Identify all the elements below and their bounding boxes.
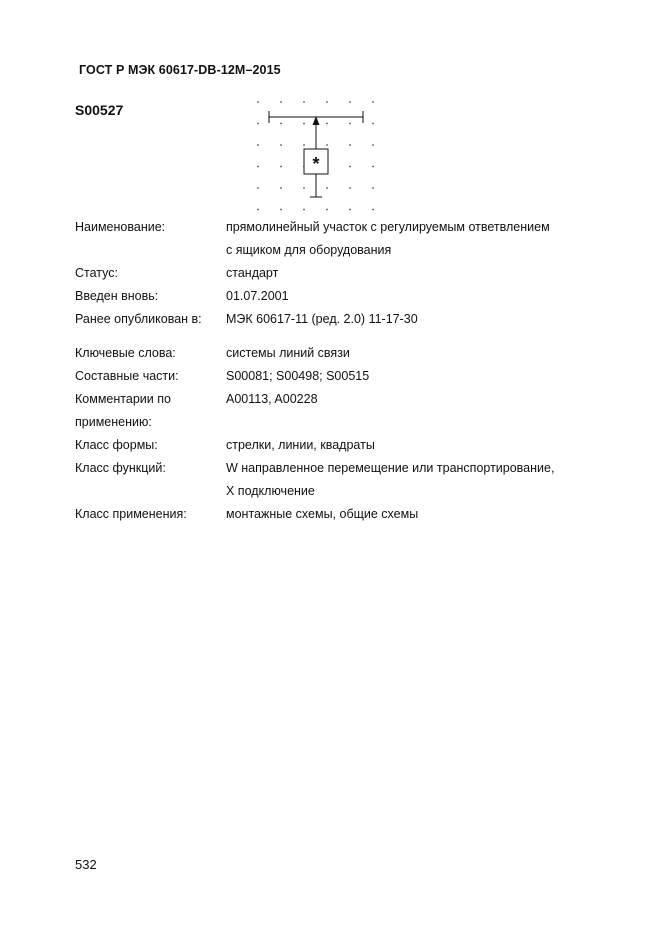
attribute-value (226, 216, 615, 262)
attribute-value (226, 434, 615, 457)
grid-dot (326, 144, 328, 146)
attribute-label: Ранее опубликован в: (75, 312, 202, 326)
attribute-value-line: 01.07.2001 (226, 289, 289, 303)
symbol-code: S00527 (75, 102, 124, 118)
attribute-row (75, 388, 615, 434)
attribute-value-line: X подключение (226, 484, 315, 498)
grid-dot (372, 187, 374, 189)
grid-dot (349, 166, 351, 168)
attribute-row (75, 457, 615, 503)
attribute-row (75, 216, 615, 262)
grid-dot (372, 209, 374, 211)
grid-dot (372, 166, 374, 168)
grid-dot (349, 209, 351, 211)
grid-dot (257, 187, 259, 189)
attribute-label: Введен вновь: (75, 289, 159, 303)
section-gap (75, 331, 615, 342)
page-number: 532 (75, 857, 97, 872)
attribute-label (75, 388, 226, 434)
attribute-value (226, 262, 615, 285)
attribute-value-line: стрелки, линии, квадраты (226, 438, 375, 452)
attribute-value (226, 308, 615, 331)
attribute-value (226, 457, 615, 503)
attribute-label: Наименование: (75, 220, 166, 234)
grid-dot (280, 209, 282, 211)
grid-dot (326, 187, 328, 189)
grid-dot (303, 209, 305, 211)
grid-dot (280, 166, 282, 168)
attribute-value (226, 365, 615, 388)
attribute-value-line: монтажные схемы, общие схемы (226, 507, 419, 521)
attribute-label: Статус: (75, 266, 118, 280)
attribute-value (226, 285, 615, 308)
symbol-diagram (254, 98, 378, 214)
grid-dot (372, 101, 374, 103)
attribute-row (75, 365, 615, 388)
grid-dot (349, 101, 351, 103)
attribute-value-line: S00081; S00498; S00515 (226, 369, 370, 383)
attribute-value-line: прямолинейный участок с регулируемым ответвлением (226, 220, 550, 234)
attribute-row (75, 434, 615, 457)
attribute-value-line: W направленное перемещение или транспортирование, (226, 461, 555, 475)
attribute-value (226, 342, 615, 365)
grid-dot (349, 144, 351, 146)
grid-dot (303, 187, 305, 189)
attribute-label: Класс применения: (75, 507, 187, 521)
grid-dot (349, 123, 351, 125)
attribute-label: Класс функций: (75, 461, 166, 475)
attribute-row (75, 262, 615, 285)
attribute-list (75, 216, 615, 526)
grid-dot (303, 123, 305, 125)
grid-dot (326, 123, 328, 125)
box-asterisk: * (312, 154, 320, 174)
grid-dot (326, 209, 328, 211)
attribute-row (75, 308, 615, 331)
grid-dot (326, 101, 328, 103)
grid-dot (349, 187, 351, 189)
attribute-label-line: применению: (75, 415, 152, 429)
attribute-value (226, 388, 615, 434)
attribute-value-line: A00113, A00228 (226, 392, 318, 406)
attribute-row (75, 503, 615, 526)
grid-dot (257, 123, 259, 125)
attribute-label: Класс формы: (75, 438, 158, 452)
grid-dot (257, 144, 259, 146)
document-header: ГОСТ Р МЭК 60617-DB-12M–2015 (79, 63, 281, 77)
grid-dot (303, 101, 305, 103)
attribute-value-line: МЭК 60617-11 (ред. 2.0) 11-17-30 (226, 312, 418, 326)
grid-dot (280, 101, 282, 103)
attribute-value-line: с ящиком для оборудования (226, 243, 392, 257)
grid-dot (303, 144, 305, 146)
attribute-label-line: Комментарии по (75, 392, 171, 406)
attribute-label: Составные части: (75, 369, 179, 383)
attribute-row (75, 342, 615, 365)
grid-dot (280, 187, 282, 189)
grid-dot (372, 123, 374, 125)
attribute-label: Ключевые слова: (75, 346, 176, 360)
grid-dot (257, 166, 259, 168)
grid-dot (257, 209, 259, 211)
attribute-row (75, 285, 615, 308)
grid-dot (372, 144, 374, 146)
grid-dot (257, 101, 259, 103)
attribute-value-line: системы линий связи (226, 346, 350, 360)
attribute-value-line: стандарт (226, 266, 279, 280)
grid-dot (280, 144, 282, 146)
attribute-value (226, 503, 615, 526)
grid-dot (280, 123, 282, 125)
